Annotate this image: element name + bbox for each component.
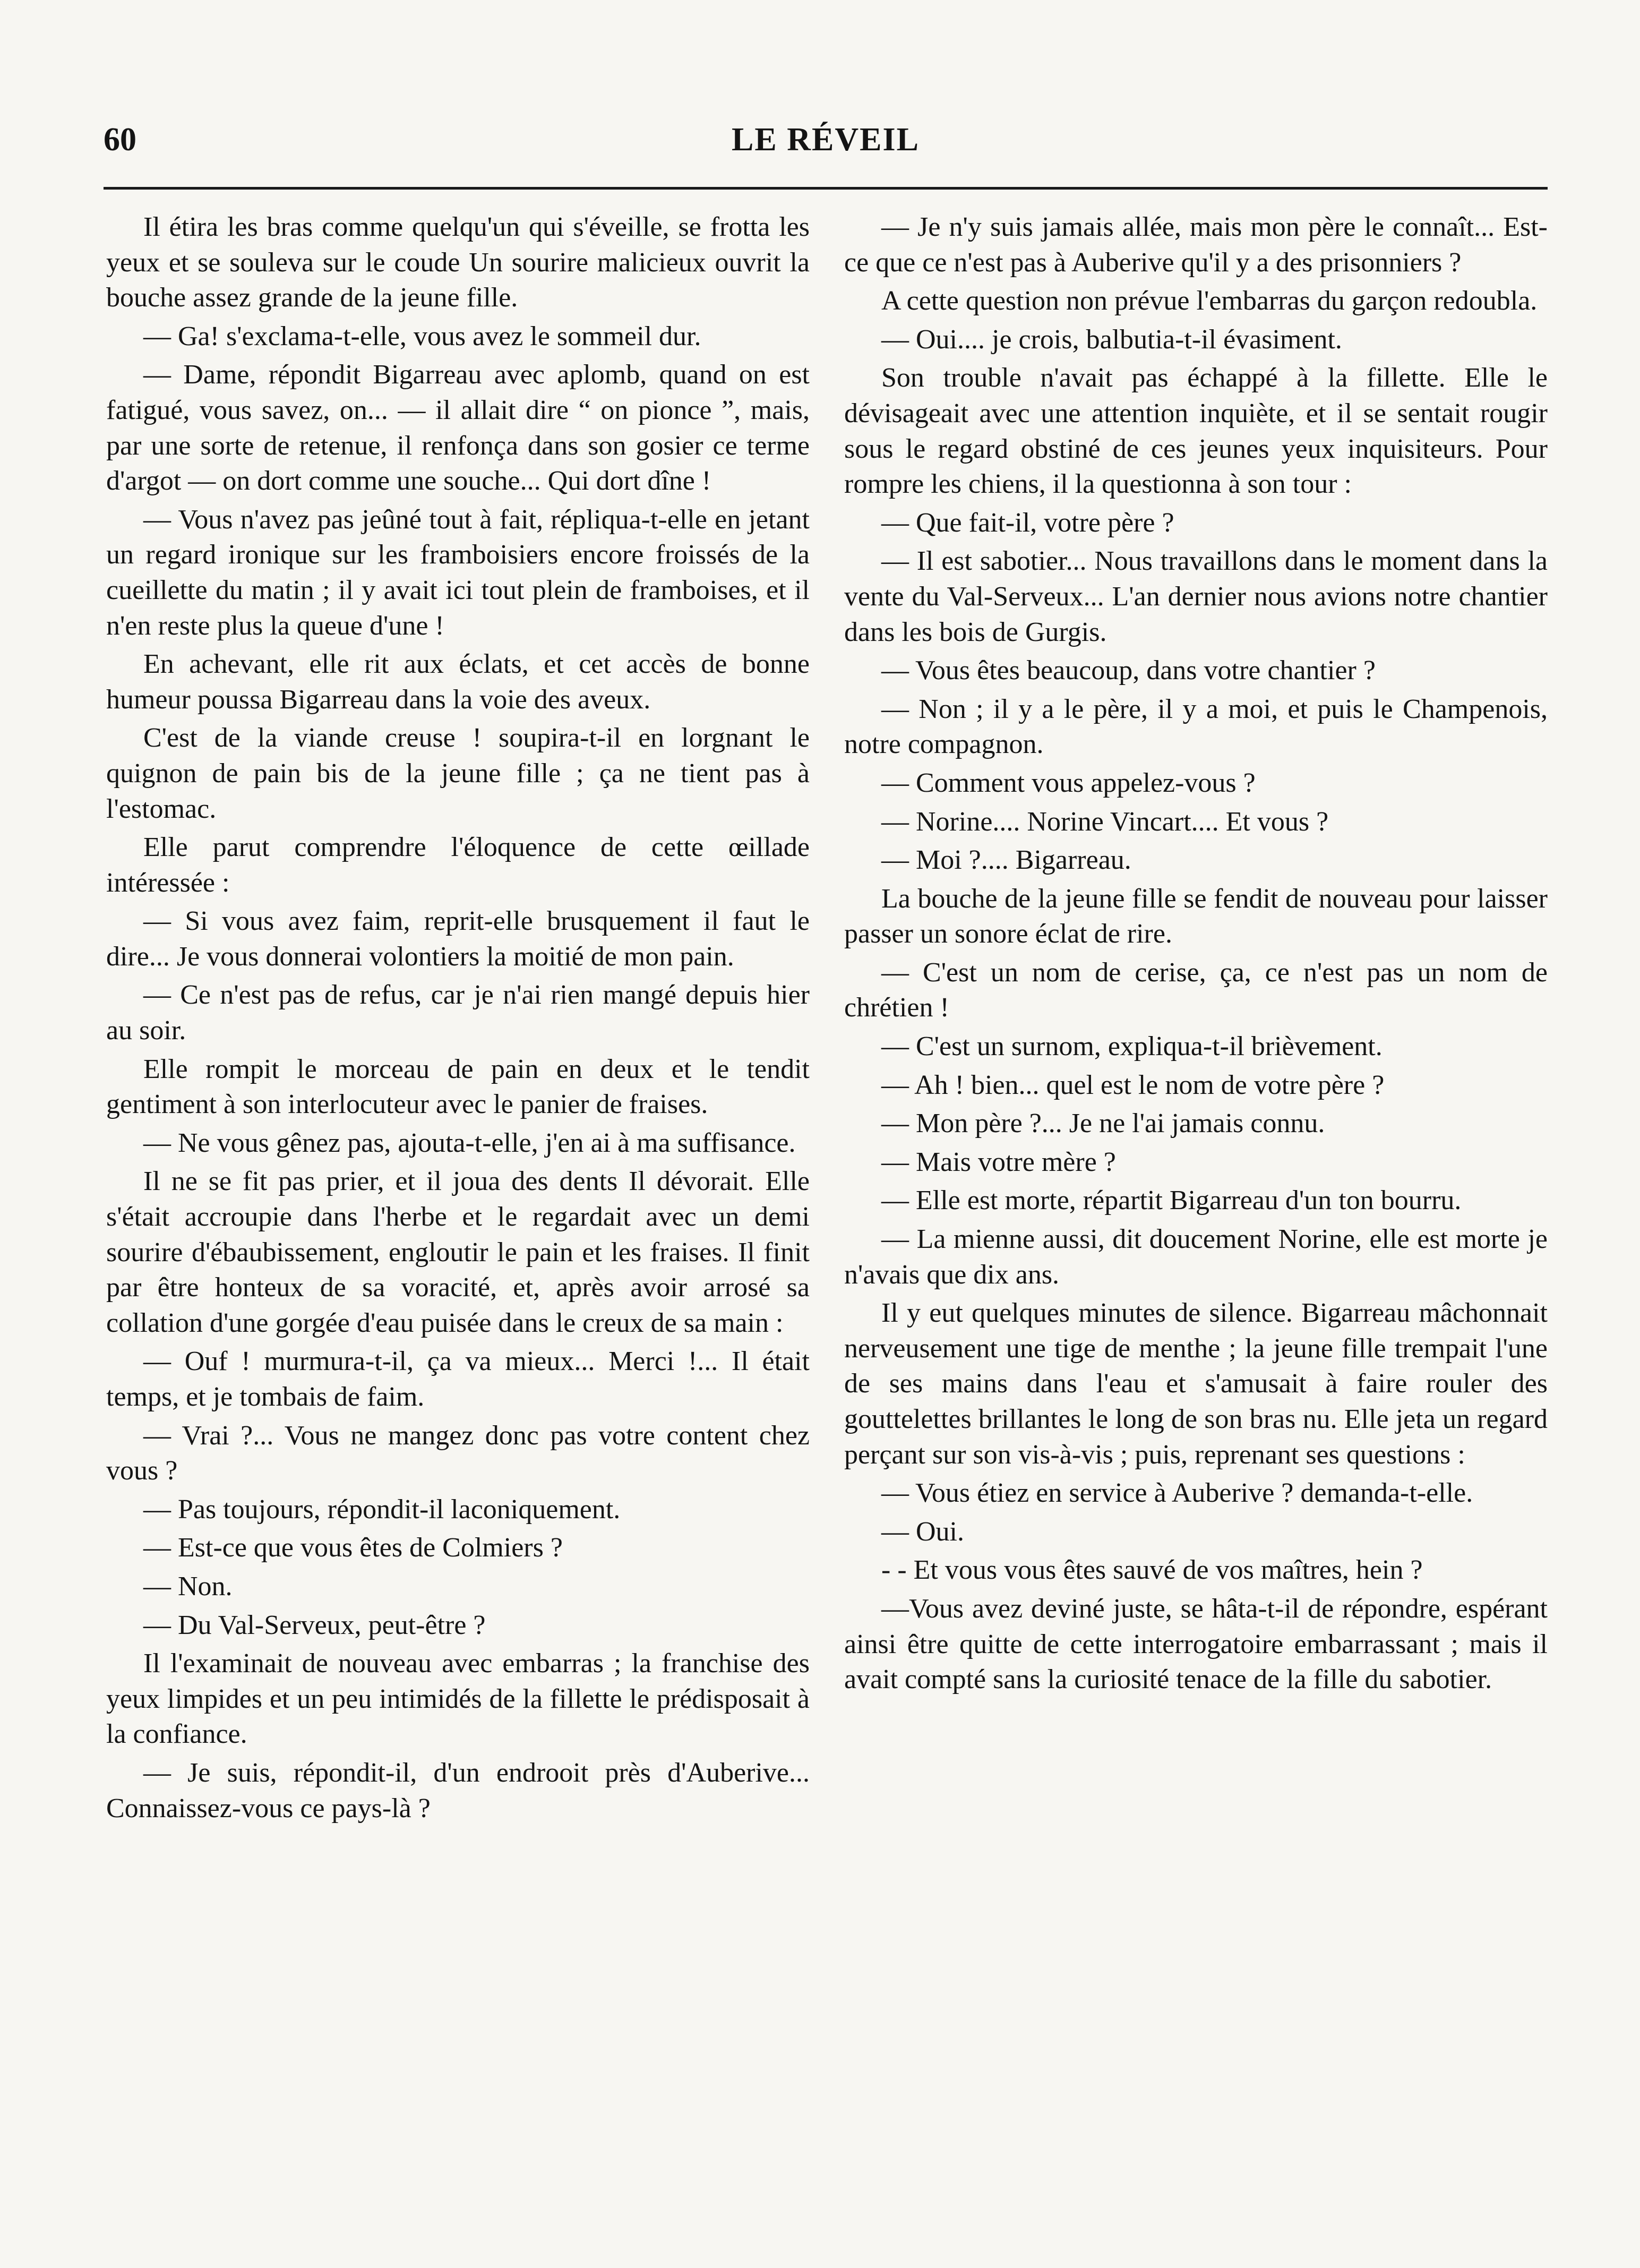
paragraph: — Moi ?.... Bigarreau. (881, 845, 1131, 876)
paragraph: — Oui.... je crois, balbutia-t-il évasiment. (881, 324, 1342, 355)
page-header (104, 121, 1548, 179)
paragraph: — Du Val-Serveux, peut-être ? (143, 1610, 486, 1640)
paragraph: — Ga! s'exclama-t-elle, vous avez le sommeil dur. (143, 321, 701, 352)
paragraph: Il étira les bras comme quelqu'un qui s'éveille, se frotta les yeux et se souleva sur le coude Un sourire malicieux ouvrit la bouche assez grande de la jeune fille. (106, 212, 810, 313)
left-column (106, 210, 810, 1829)
right-column (844, 210, 1548, 1701)
paragraph: Elle rompit le morceau de pain en deux et le tendit gentiment à son interlocuteur avec le panier de fraises. (106, 1054, 810, 1120)
paragraph: — Mais votre mère ? (881, 1146, 1116, 1177)
paragraph: — Que fait-il, votre père ? (881, 507, 1174, 538)
paragraph: —Vous avez deviné juste, se hâta-t-il de répondre, espérant ainsi être quitte de cette interrogatoire embarrassant ; mais il avait compté sans la curiosité tenace de la fille du sabotier. (844, 1593, 1548, 1695)
paragraph: — C'est un nom de cerise, ça, ce n'est pas un nom de chrétien ! (844, 957, 1548, 1023)
paragraph: — C'est un surnom, expliqua-t-il brièvement. (881, 1031, 1383, 1062)
paragraph: — Vous étiez en service à Auberive ? demanda-t-elle. (881, 1478, 1473, 1509)
paragraph: — Ne vous gênez pas, ajouta-t-elle, j'en ai à ma suffisance. (143, 1127, 796, 1158)
paragraph: — Vous êtes beaucoup, dans votre chantier ? (881, 655, 1376, 686)
paragraph: — Vrai ?... Vous ne mangez donc pas votre content chez vous ? (106, 1420, 810, 1486)
page-number: 60 (104, 122, 136, 158)
paragraph: — Je n'y suis jamais allée, mais mon père le connaît... Est-ce que ce n'est pas à Auberive qu'il y a des prisonniers ? (844, 212, 1548, 278)
paragraph: — Non. (143, 1571, 233, 1602)
paragraph: Il l'examinait de nouveau avec embarras ; la franchise des yeux limpides et un peu intimidés de la fillette le prédisposait à la confiance. (106, 1648, 810, 1750)
paragraph: - - Et vous vous êtes sauvé de vos maîtres, hein ? (881, 1555, 1423, 1586)
paragraph: — Est-ce que vous êtes de Colmiers ? (143, 1533, 563, 1563)
paragraph: Il ne se fit pas prier, et il joua des dents Il dévorait. Elle s'était accroupie dans l'herbe et le regardait avec un demi sourire d'ébaubissement, engloutir le pain et les fraises. Il finit par être honteux de sa voracité, et, après avoir arrosé sa collation d'une gorgée d'eau puisée dans le creux de sa main : (106, 1166, 810, 1338)
paragraph: — Mon père ?... Je ne l'ai jamais connu. (881, 1108, 1325, 1139)
paragraph: — Il est sabotier... Nous travaillons dans le moment dans la vente du Val-Serveux... L'an dernier nous avions notre chantier dans les bois de Gurgis. (844, 546, 1548, 647)
paragraph: C'est de la viande creuse ! soupira-t-il en lorgnant le quignon de pain bis de la jeune fille ; ça ne tient pas à l'estomac. (106, 723, 810, 824)
paragraph: Son trouble n'avait pas échappé à la fillette. Elle le dévisageait avec une attention inquiète, et il se sentait rougir sous le regard obstiné de ces jeunes yeux inquisiteurs. Pour rompre les chiens, il la questionna à son tour : (844, 363, 1548, 500)
paragraph: — Ah ! bien... quel est le nom de votre père ? (881, 1069, 1385, 1100)
paragraph: — Pas toujours, répondit-il laconiquement. (143, 1494, 621, 1525)
paragraph: — Comment vous appelez-vous ? (881, 767, 1256, 798)
paragraph: — Ce n'est pas de refus, car je n'ai rien mangé depuis hier au soir. (106, 980, 810, 1046)
paragraph: — Ouf ! murmura-t-il, ça va mieux... Merci !... Il était temps, et je tombais de faim. (106, 1346, 810, 1412)
paragraph: A cette question non prévue l'embarras du garçon redoubla. (881, 286, 1538, 316)
paragraph: — Non ; il y a le père, il y a moi, et puis le Champenois, notre compagnon. (844, 694, 1548, 760)
paragraph: — La mienne aussi, dit doucement Norine, elle est morte je n'avais que dix ans. (844, 1224, 1548, 1290)
paragraph: — Si vous avez faim, reprit-elle brusquement il faut le dire... Je vous donnerai volontiers la moitié de mon pain. (106, 906, 810, 972)
header-rule (104, 187, 1548, 190)
running-title: LE RÉVEIL (732, 122, 920, 158)
paragraph: — Oui. (881, 1516, 964, 1547)
paragraph: Il y eut quelques minutes de silence. Bigarreau mâchonnait nerveusement une tige de menthe ; la jeune fille trempait l'une de ses mains dans l'eau et s'amusait à faire rouler des gouttelettes brillantes le long de son bras nu. Elle jeta un regard perçant sur son vis-à-vis ; puis, reprenant ses questions : (844, 1298, 1548, 1470)
paragraph: — Dame, répondit Bigarreau avec aplomb, quand on est fatigué, vous savez, on... — il allait dire “ on pionce ”, mais, par une sorte de retenue, il renfonça dans son gosier ce terme d'argot — on dort comme une souche... Qui dort dîne ! (106, 360, 810, 497)
paragraph: — Elle est morte, répartit Bigarreau d'un ton bourru. (881, 1185, 1462, 1216)
paragraph: Elle parut comprendre l'éloquence de cette œillade intéressée : (106, 832, 810, 898)
paragraph: — Vous n'avez pas jeûné tout à fait, répliqua-t-elle en jetant un regard ironique sur les framboisiers encore froissés de la cueillette du matin ; il y avait ici tout plein de framboises, et il n'en reste plus la queue d'une ! (106, 504, 810, 641)
paragraph: En achevant, elle rit aux éclats, et cet accès de bonne humeur poussa Bigarreau dans la voie des aveux. (106, 649, 810, 715)
paragraph: — Norine.... Norine Vincart.... Et vous ? (881, 806, 1329, 837)
paragraph: La bouche de la jeune fille se fendit de nouveau pour laisser passer un sonore éclat de rire. (844, 883, 1548, 949)
paragraph: — Je suis, répondit-il, d'un endrooit près d'Auberive... Connaissez-vous ce pays-là ? (106, 1757, 810, 1824)
